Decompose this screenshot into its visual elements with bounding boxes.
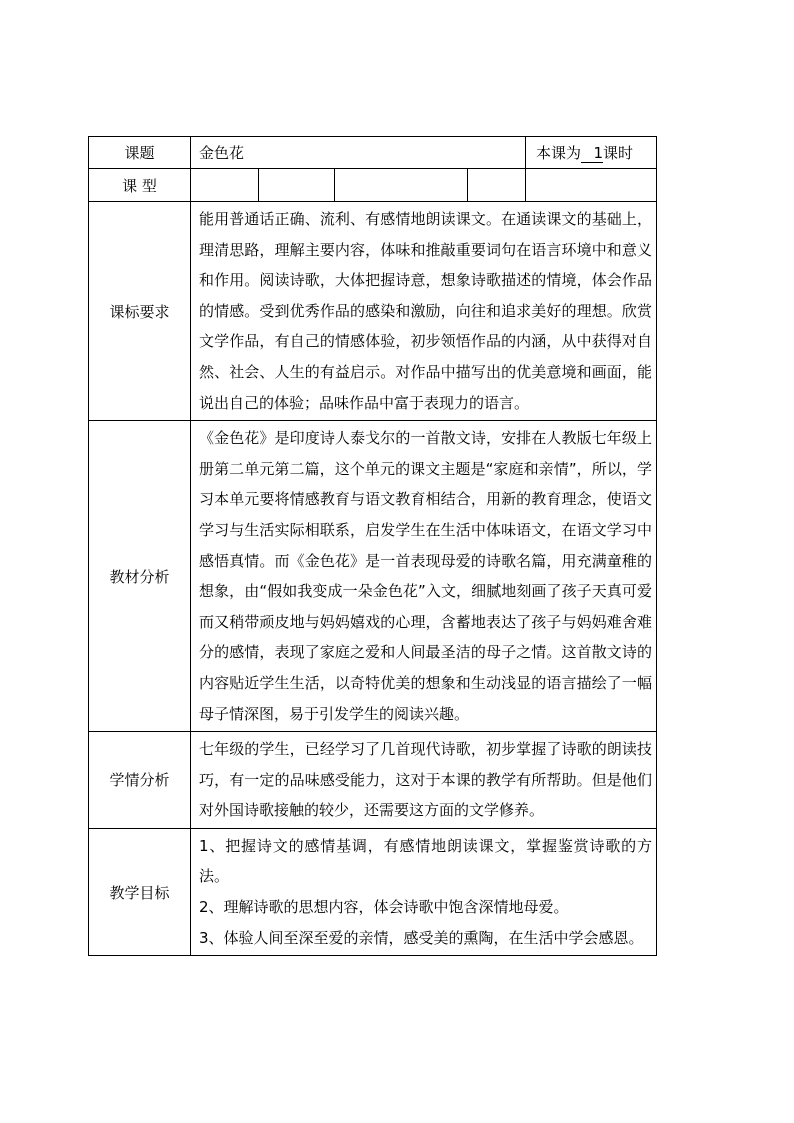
- goal-item: 3、体验人间至深至爱的亲情，感受美的熏陶，在生活中学会感恩。: [199, 928, 644, 947]
- lesson-type-label: 课 型: [89, 169, 191, 202]
- goal-item: 2、理解诗歌的思想内容，体会诗歌中饱含深情地母爱。: [199, 898, 569, 917]
- goals-label: 教学目标: [89, 828, 191, 955]
- students-text: 七年级的学生，已经学习了几首现代诗歌，初步掌握了诗歌的朗读技巧，有一定的品味感受能力，这对于本课的教学有所帮助。但是他们对外国诗歌接触的较少，还需要这方面的文学修养。: [191, 732, 657, 829]
- goals-row: [89, 828, 657, 955]
- material-text: 《金色花》是印度诗人泰戈尔的一首散文诗，安排在人教版七年级上册第二单元第二篇，这个单元的课文主题是“家庭和亲情”，所以，学习本单元要将情感教育与语文教育相结合，用新的教育理念，使语文学习与生活实际相联系，启发学生在生活中体味语文，在语文学习中感悟真情。而《金色花》是一首表现母爱的诗歌名篇，用充满童稚的想象，由“假如我变成一朵金色花”入文，细腻地刻画了孩子天真可爱而又稍带顽皮地与妈妈嬉戏的心理，含蓄地表达了孩子与妈妈难舍难分的感情，表现了家庭之爱和人间最圣洁的母子之情。这首散文诗的内容贴近学生生活，以奇特优美的想象和生动浅显的语言描绘了一幅母子情深图，易于引发学生的阅读兴趣。: [191, 421, 657, 732]
- material-label: 教材分析: [89, 421, 191, 732]
- goals-list: [191, 828, 657, 955]
- standards-row: [89, 202, 657, 421]
- lesson-type-cell-4: [468, 169, 526, 202]
- standards-text: 能用普通话正确、流利、有感情地朗读课文。在通读课文的基础上，理清思路，理解主要内容，体味和推敲重要词句在语言环境中和意义和作用。阅读诗歌，大体把握诗意，想象诗歌描述的情境，体会作品的情感。受到优秀作品的感染和激励，向往和追求美好的理想。欣赏文学作品，有自己的情感体验，初步领悟作品的内涵，从中获得对自然、社会、人生的有益启示。对作品中描写出的优美意境和画面，能说出自己的体验；品味作品中富于表现力的语言。: [191, 202, 657, 421]
- students-row: [89, 732, 657, 829]
- hours-suffix: 课时: [603, 144, 634, 162]
- lesson-type-cell-1: [191, 169, 259, 202]
- hours-value: 1: [581, 144, 603, 163]
- goal-item: 1、把握诗文的感情基调，有感情地朗读课文，掌握鉴赏诗歌的方法。: [199, 836, 653, 886]
- lesson-type-cell-2: [259, 169, 335, 202]
- hours-prefix: 本课为: [536, 144, 582, 162]
- students-label: 学情分析: [89, 732, 191, 829]
- lesson-type-cell-5: [526, 169, 657, 202]
- standards-label: 课标要求: [89, 202, 191, 421]
- topic-row: [89, 137, 657, 169]
- class-hours: [526, 137, 657, 169]
- lesson-type-cell-3: [335, 169, 468, 202]
- lesson-plan-table: [88, 136, 657, 956]
- lesson-type-row: [89, 169, 657, 202]
- topic-value: 金色花: [191, 137, 526, 169]
- material-row: [89, 421, 657, 732]
- topic-label: 课题: [89, 137, 191, 169]
